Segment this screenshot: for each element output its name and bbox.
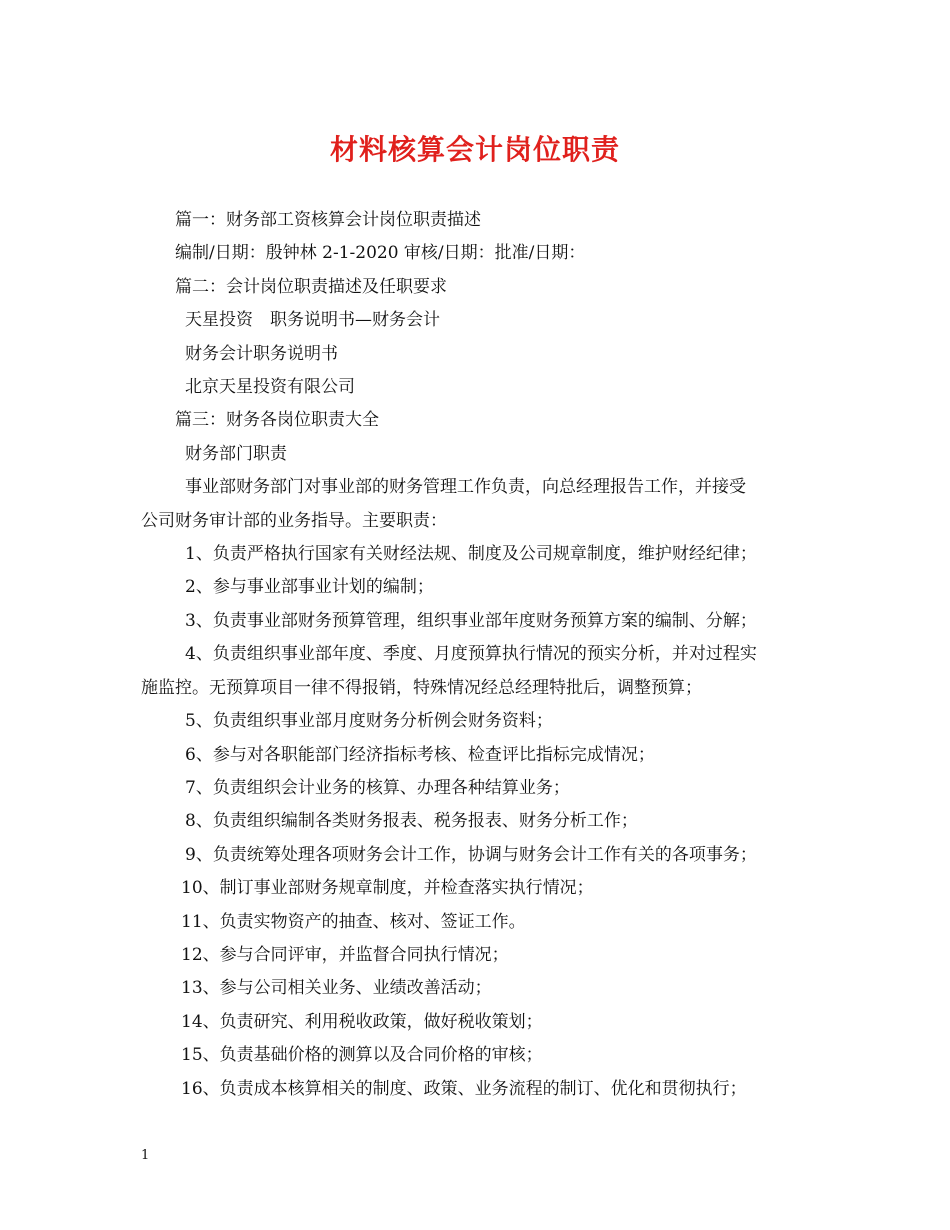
document-body [141,204,821,1106]
duty-item: 10、制订事业部财务规章制度，并检查落实执行情况； [181,878,594,899]
duty-item: 14、负责研究、利用税收政策，做好税收策划； [181,1011,543,1032]
company-name-line: 北京天星投资有限公司 [185,377,355,398]
duty-item: 16、负责成本核算相关的制度、政策、业务流程的制订、优化和贯彻执行； [181,1078,747,1099]
duty-item: 7、负责组织会计业务的核算、办理各种结算业务； [185,777,570,798]
section-heading-1: 篇一：财务部工资核算会计岗位职责描述 [175,210,481,230]
job-description-title-line: 财务会计职务说明书 [185,343,338,364]
duty-item: 9、负责统筹处理各项财务会计工作，协调与财务会计工作有关的各项事务； [185,844,757,865]
intro-paragraph-line: 事业部财务部门对事业部的财务管理工作负责，向总经理报告工作，并接受 [185,477,746,498]
page-number: 1 [141,1148,150,1163]
intro-paragraph [141,471,821,538]
duty-item: 12、参与合同评审，并监督合同执行情况； [181,944,509,965]
duty-item-line: 4、负责组织事业部年度、季度、月度预算执行情况的预实分析，并对过程实 [185,644,757,665]
section-heading-3: 篇三：财务各岗位职责大全 [175,410,379,431]
duty-item: 8、负责组织编制各类财务报表、税务报表、财务分析工作； [185,811,638,832]
document-title: 材料核算会计岗位职责 [329,133,620,166]
section-heading-2: 篇二：会计岗位职责描述及任职要求 [175,276,447,297]
duty-item: 5、负责组织事业部月度财务分析例会财务资料； [185,711,553,732]
duty-item [141,638,821,705]
intro-paragraph-line: 公司财务审计部的业务指导。主要职责： [141,510,447,531]
duty-item-line: 施监控。无预算项目一律不得报销，特殊情况经总经理特批后，调整预算； [141,677,702,698]
duty-item: 13、参与公司相关业务、业绩改善活动； [181,978,492,999]
department-duties-heading: 财务部门职责 [185,443,287,464]
duty-item: 6、参与对各职能部门经济指标考核、检查评比指标完成情况； [185,744,655,765]
duty-item: 3、负责事业部财务预算管理，组织事业部年度财务预算方案的编制、分解； [185,610,757,631]
job-description-company-line: 天星投资 职务说明书—财务会计 [185,310,440,331]
edit-date-line: 编制/日期：殷钟林 2-1-2020 审核/日期：批准/日期： [175,243,586,264]
duty-item: 11、负责实物资产的抽查、核对、签证工作。 [181,911,526,932]
duty-item: 15、负责基础价格的测算以及合同价格的审核； [181,1045,543,1066]
duty-item: 2、参与事业部事业计划的编制； [185,577,434,598]
duty-item: 1、负责严格执行国家有关财经法规、制度及公司规章制度，维护财经纪律； [185,544,757,565]
